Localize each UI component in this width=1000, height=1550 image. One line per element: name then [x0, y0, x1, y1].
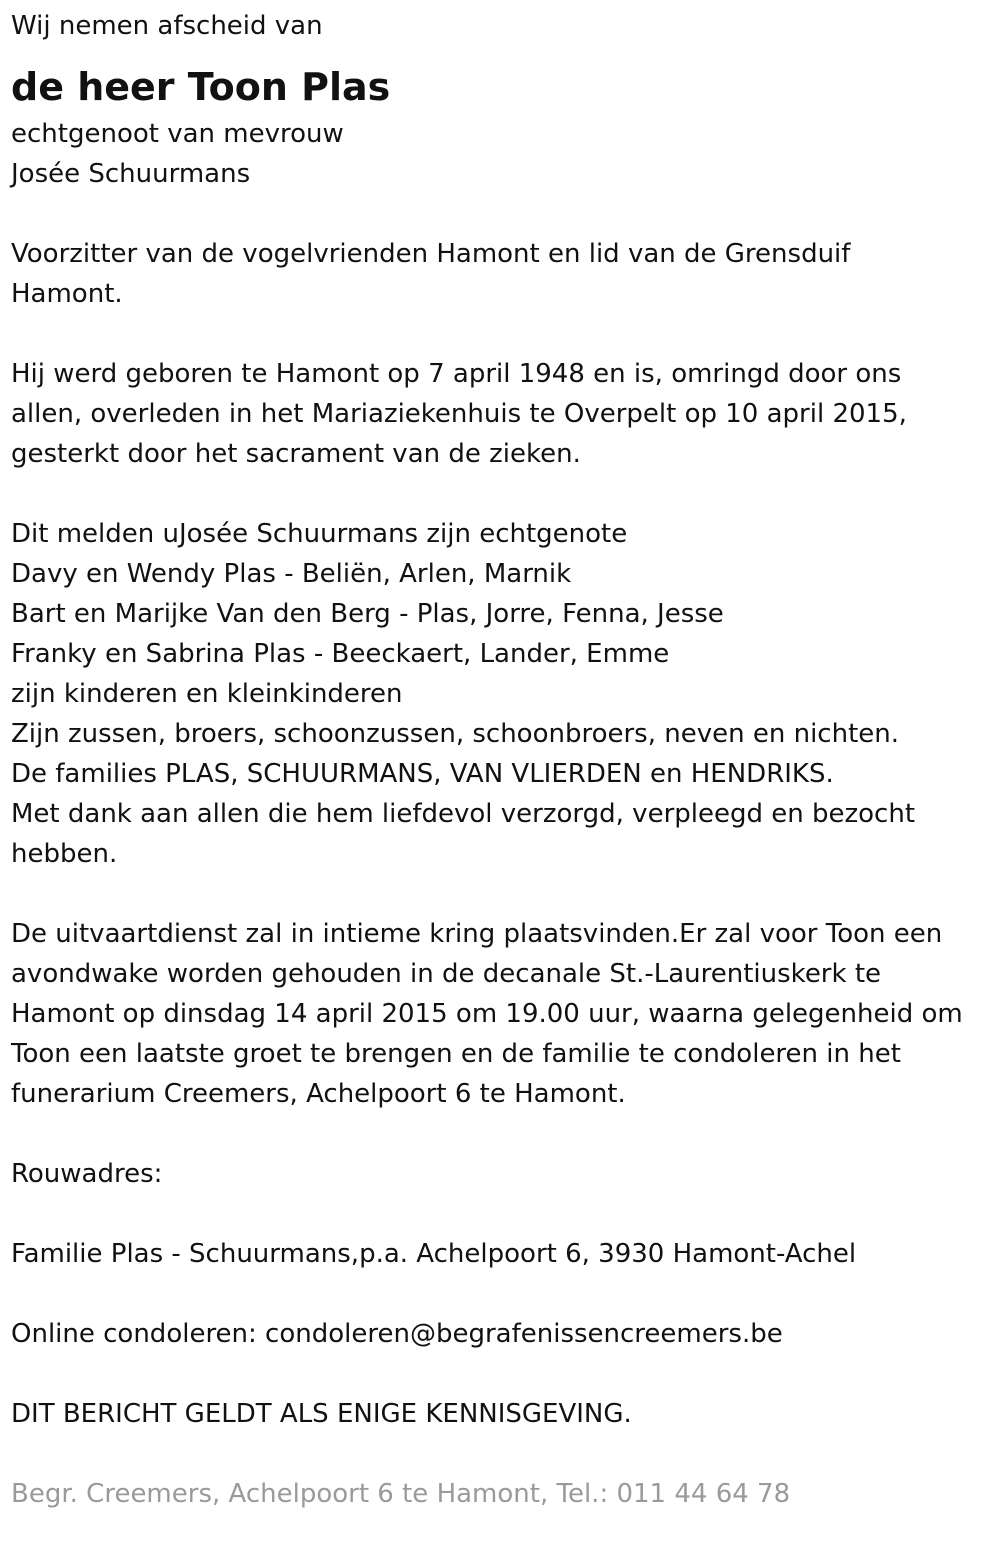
spacer [11, 314, 991, 354]
birth-death-line: gesterkt door het sacrament van de zieken. [11, 439, 581, 469]
service-line: funerarium Creemers, Achelpoort 6 te Hamont. [11, 1079, 626, 1109]
family-line: Zijn zussen, broers, schoonzussen, schoonbroers, neven en nichten. [11, 719, 899, 749]
role-block [11, 234, 991, 314]
spouse-block [11, 114, 991, 194]
family-line: De families PLAS, SCHUURMANS, VAN VLIERDEN en HENDRIKS. [11, 759, 834, 789]
spacer [11, 1274, 991, 1314]
spacer [11, 194, 991, 234]
spouse-line: Josée Schuurmans [11, 159, 251, 189]
role-line: Hamont. [11, 279, 123, 309]
family-line: zijn kinderen en kleinkinderen [11, 679, 403, 709]
funeral-home-footer: Begr. Creemers, Achelpoort 6 te Hamont, Tel.: 011 44 64 78 [11, 1479, 791, 1509]
spacer [11, 474, 991, 514]
family-line: hebben. [11, 839, 118, 869]
service-line: Toon een laatste groet te brengen en de familie te condoleren in het [11, 1039, 901, 1069]
family-line: Franky en Sabrina Plas - Beeckaert, Lander, Emme [11, 639, 670, 669]
service-line: De uitvaartdienst zal in intieme kring plaatsvinden.Er zal voor Toon een [11, 919, 943, 949]
service-block [11, 914, 991, 1114]
mourning-address: Familie Plas - Schuurmans,p.a. Achelpoort 6, 3930 Hamont-Achel [11, 1239, 857, 1269]
address-label: Rouwadres: [11, 1159, 163, 1189]
spacer [11, 1354, 991, 1394]
online-condolences: Online condoleren: condoleren@begrafenissencreemers.be [11, 1319, 783, 1349]
family-line: Dit melden uJosée Schuurmans zijn echtgenote [11, 519, 628, 549]
deceased-name: de heer Toon Plas [11, 65, 391, 109]
family-line: Davy en Wendy Plas - Beliën, Arlen, Marnik [11, 559, 572, 589]
birth-death-block [11, 354, 991, 474]
spacer [11, 874, 991, 914]
spacer [11, 1194, 991, 1234]
role-line: Voorzitter van de vogelvrienden Hamont en lid van de Grensduif [11, 239, 851, 269]
birth-death-line: allen, overleden in het Mariaziekenhuis te Overpelt op 10 april 2015, [11, 399, 907, 429]
family-block [11, 514, 991, 874]
birth-death-line: Hij werd geboren te Hamont op 7 april 1948 en is, omringd door ons [11, 359, 902, 389]
service-line: Hamont op dinsdag 14 april 2015 om 19.00 uur, waarna gelegenheid om [11, 999, 963, 1029]
family-line: Met dank aan allen die hem liefdevol verzorgd, verpleegd en bezocht [11, 799, 916, 829]
spouse-line: echtgenoot van mevrouw [11, 119, 344, 149]
service-line: avondwake worden gehouden in de decanale St.-Laurentiuskerk te [11, 959, 882, 989]
intro-text: Wij nemen afscheid van [11, 11, 323, 41]
notice-text: DIT BERICHT GELDT ALS ENIGE KENNISGEVING. [11, 1399, 632, 1429]
family-line: Bart en Marijke Van den Berg - Plas, Jorre, Fenna, Jesse [11, 599, 724, 629]
spacer [11, 1114, 991, 1154]
spacer [11, 1434, 991, 1474]
